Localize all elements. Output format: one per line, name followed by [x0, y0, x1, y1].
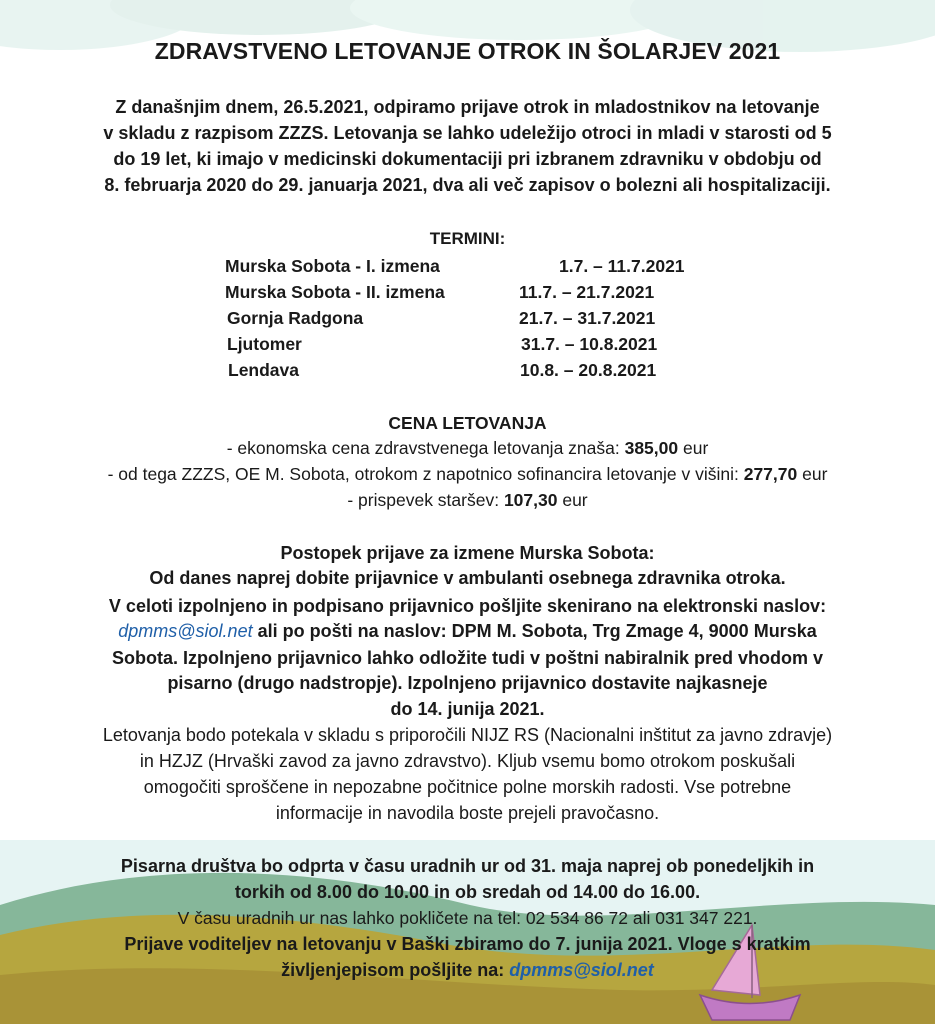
postopek-line-3: V celoti izpolnjeno in podpisano prijavnico pošljite skenirano na elektronski naslov: — [108, 596, 827, 616]
termin-place: Gornja Radgona — [227, 308, 364, 328]
postopek-line-2: Od danes naprej dobite prijavnice v ambulanti osebnega zdravnika otroka. — [149, 568, 786, 588]
email-link[interactable]: dpmms@siol.net — [509, 960, 654, 980]
termin-dates: 1.7. – 11.7.2021 — [559, 256, 685, 276]
termin-dates: 21.7. – 31.7.2021 — [519, 308, 656, 328]
note-line-3: omogočiti sproščene in nepozabne počitnice polne morskih radosti. Vse potrebne — [143, 777, 792, 797]
pisarna-line-4: Prijave voditeljev na letovanju v Baški zbiramo do 7. junija 2021. Vloge s kratkim — [124, 934, 811, 954]
pisarna-line-2: torkih od 8.00 do 10.00 in ob sredah od 14.00 do 16.00. — [234, 882, 701, 902]
termin-dates: 10.8. – 20.8.2021 — [520, 360, 657, 380]
pisarna-line-5: življenjepisom pošljite na: dpmms@siol.net — [281, 960, 654, 980]
pisarna-line-1: Pisarna društva bo odprta v času uradnih ur od 31. maja naprej ob ponedeljkih in — [120, 856, 815, 876]
termin-place: Murska Sobota - II. izmena — [225, 282, 445, 302]
intro-line-2: v skladu z razpisom ZZZS. Letovanja se lahko udeležijo otroci in mladi v starosti od 5 — [103, 123, 832, 143]
cena-ekonomska-value: 385,00 — [624, 438, 679, 458]
intro-line-1: Z današnjim dnem, 26.5.2021, odpiramo prijave otrok in mladostnikov na letovanje — [115, 97, 820, 117]
pisarna-phone: V času uradnih ur nas lahko pokličete na tel: 02 534 86 72 ali 031 347 221. — [177, 908, 758, 928]
cena-starsi-value: 107,30 — [503, 490, 558, 510]
termin-dates: 11.7. – 21.7.2021 — [519, 282, 655, 302]
termin-place: Ljutomer — [227, 334, 302, 354]
postopek-line-4: dpmms@siol.net ali po pošti na naslov: DPM M. Sobota, Trg Zmage 4, 9000 Murska — [118, 621, 817, 641]
cena-line-2: - od tega ZZZS, OE M. Sobota, otrokom z napotnico sofinancira letovanje v višini: 277,70 eur — [107, 464, 828, 484]
cena-zzzs-value: 277,70 — [743, 464, 798, 484]
note-line-2: in HZJZ (Hrvaški zavod za javno zdravstvo). Kljub vsemu bomo otrokom poskušali — [139, 751, 796, 771]
termin-dates: 31.7. – 10.8.2021 — [521, 334, 658, 354]
cena-heading: CENA LETOVANJA — [388, 413, 547, 433]
cena-line-3: - prispevek staršev: 107,30 eur — [347, 490, 588, 510]
note-line-1: Letovanja bodo potekala v skladu s priporočili NIJZ RS (Nacionalni inštitut za javno zdravje) — [102, 725, 833, 745]
page-title: ZDRAVSTVENO LETOVANJE OTROK IN ŠOLARJEV 2021 — [154, 38, 781, 64]
termin-place: Murska Sobota - I. izmena — [225, 256, 440, 276]
cena-line-1: - ekonomska cena zdravstvenega letovanja znaša: 385,00 eur — [226, 438, 709, 458]
intro-line-4: 8. februarja 2020 do 29. januarja 2021, dva ali več zapisov o bolezni ali hospitalizaciji. — [104, 175, 831, 195]
postopek-line-6: pisarno (drugo nadstropje). Izpolnjeno prijavnico dostavite najkasneje — [167, 673, 768, 693]
intro-line-3: do 19 let, ki imajo v medicinski dokumentaciji pri izbranem zdravniku v obdobju od — [113, 149, 822, 169]
note-line-4: informacije in navodila boste prejeli pravočasno. — [275, 803, 660, 823]
postopek-heading: Postopek prijave za izmene Murska Sobota: — [280, 543, 655, 563]
postopek-deadline: do 14. junija 2021. — [390, 699, 545, 719]
email-link[interactable]: dpmms@siol.net — [118, 621, 253, 641]
termin-place: Lendava — [228, 360, 299, 380]
termini-heading: TERMINI: — [429, 229, 506, 248]
postopek-line-5: Sobota. Izpolnjeno prijavnico lahko odložite tudi v poštni nabiralnik pred vhodom v — [111, 648, 824, 668]
